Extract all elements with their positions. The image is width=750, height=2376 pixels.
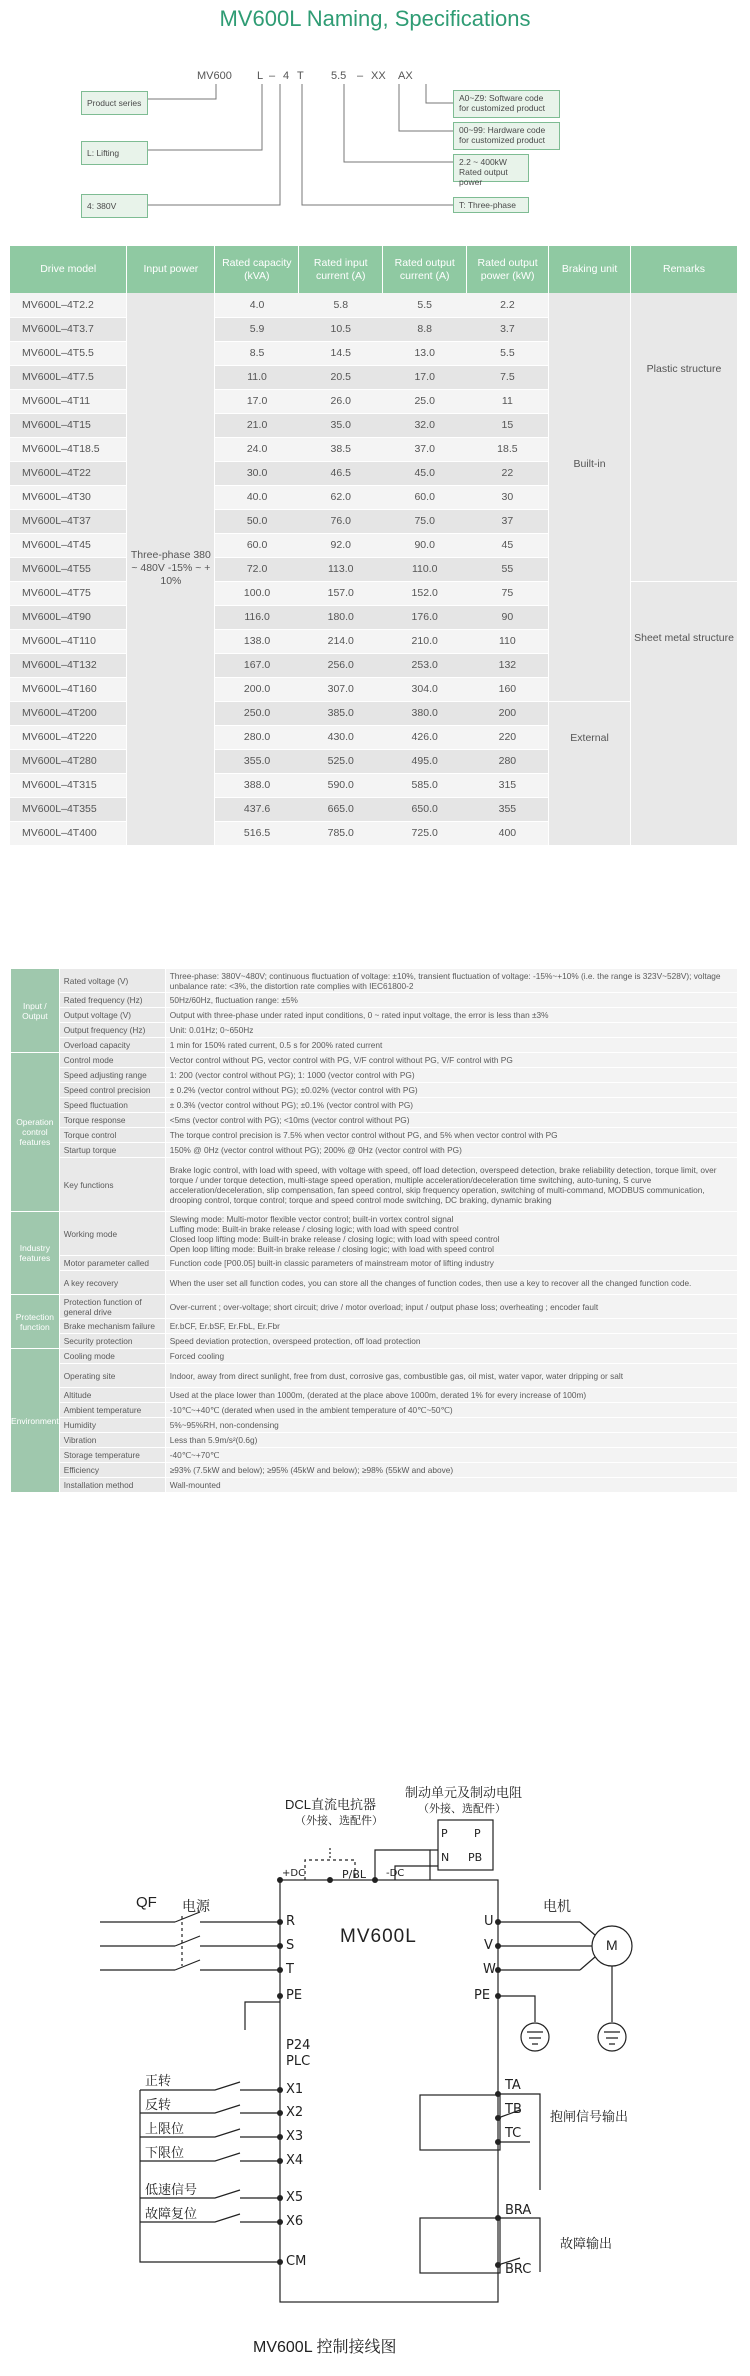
model-value-cell: 210.0 [383,629,467,653]
model-value-cell: 280 [467,749,549,773]
model-value-cell: 11 [467,389,549,413]
model-value-cell: 495.0 [383,749,467,773]
model-name-cell: MV600L–4T3.7 [10,317,127,341]
terminal-bra: BRA [505,2203,532,2218]
model-value-cell: 7.5 [467,365,549,389]
brake-terminal-n: N [441,1851,450,1864]
model-value-cell: 590.0 [299,773,383,797]
model-value-cell: 138.0 [215,629,299,653]
model-value-cell: 110.0 [383,557,467,581]
model-value-cell: 110 [467,629,549,653]
model-name-cell: MV600L–4T110 [10,629,127,653]
header-braking-unit: Braking unit [549,246,631,293]
model-value-cell: 8.5 [215,341,299,365]
terminal-r: R [286,1914,296,1929]
model-value-cell: 220 [467,725,549,749]
brake-terminal-p: P [441,1827,448,1840]
terminal-x4: X4 [286,2153,304,2168]
model-value-cell: 157.0 [299,581,383,605]
model-value-cell: 75 [467,581,549,605]
spec-group-label: Environment [11,1349,60,1493]
model-name-cell: MV600L–4T220 [10,725,127,749]
model-value-cell: 214.0 [299,629,383,653]
model-value-cell: 388.0 [215,773,299,797]
spec-label: Rated voltage (V) [59,969,165,993]
terminal-x1: X1 [286,2082,304,2097]
model-value-cell: 18.5 [467,437,549,461]
naming-code-dash: – [269,70,276,82]
di-label-reverse: 反转 [145,2097,172,2112]
terminal-x5: X5 [286,2190,304,2205]
model-value-cell: 60.0 [383,485,467,509]
spec-value: 1 min for 150% rated current, 0.5 s for 200% rated current [165,1038,737,1053]
relay-label: 抱闸信号输出 [550,2109,629,2124]
model-value-cell: 30.0 [215,461,299,485]
spec-value: ± 0.2% (vector control without PG); ±0.02% (vector control with PG) [165,1083,737,1098]
page-title: MV600L Naming, Specifications [219,6,531,31]
model-value-cell: 100.0 [215,581,299,605]
header-remarks: Remarks [631,246,738,293]
di-label-fault-reset: 故障复位 [145,2206,198,2221]
spec-label: Key functions [59,1158,165,1212]
model-value-cell: 17.0 [215,389,299,413]
model-name-cell: MV600L–4T160 [10,677,127,701]
model-name-cell: MV600L–4T2.2 [10,293,127,317]
terminal-s: S [286,1938,295,1953]
terminal-v: V [484,1938,493,1953]
spec-value: <5ms (vector control with PG); <10ms (vector control without PG) [165,1113,737,1128]
naming-box-software: A0~Z9: Software code for customized product [453,90,560,118]
spec-value: 5%~95%RH, non-condensing [165,1418,737,1433]
brake-sublabel: （外接、选配件） [418,1803,506,1815]
motor-label: 电机 [543,1898,571,1914]
spec-label: Security protection [59,1334,165,1349]
spec-label: Rated frequency (Hz) [59,993,165,1008]
terminal-brc: BRC [505,2262,532,2277]
terminal-tb: TB [505,2102,522,2117]
model-value-cell: 2.2 [467,293,549,317]
spec-value: Slewing mode: Multi-motor flexible vector control; built-in vortex control signal Luffing mode: Built-in brake release / closing logic; with load with speed control Closed loop lifting mode: Built-in brake release / closing logic; with load with speed control Open loop lifting mode: Built-in brake release / closing logic; with load with speed control [165,1212,737,1256]
model-name-cell: MV600L–4T15 [10,413,127,437]
braking-builtin-cell: Built-in [549,293,631,701]
spec-label: Startup torque [59,1143,165,1158]
spec-value: Used at the place lower than 1000m, (derated at the place above 1000m, derated 1% for every increase of 100m) [165,1388,737,1403]
spec-label: Protection function of general drive [59,1295,165,1319]
model-name-cell: MV600L–4T11 [10,389,127,413]
brake-terminal-p2: P [474,1827,481,1840]
model-value-cell: 200 [467,701,549,725]
spec-label: Speed control precision [59,1083,165,1098]
model-value-cell: 132 [467,653,549,677]
spec-label: Speed fluctuation [59,1098,165,1113]
model-value-cell: 180.0 [299,605,383,629]
model-value-cell: 250.0 [215,701,299,725]
model-value-cell: 116.0 [215,605,299,629]
spec-value: Indoor, away from direct sunlight, free from dust, corrosive gas, combustible gas, oil mist, water vapor, water dripping or salt [165,1364,737,1388]
terminal-cm: CM [286,2254,307,2269]
spec-label: Operating site [59,1364,165,1388]
remark-plastic-cell: Plastic structure [631,293,738,581]
model-value-cell: 14.5 [299,341,383,365]
wiring-caption: MV600L 控制接线图 [253,2339,397,2356]
model-value-cell: 253.0 [383,653,467,677]
model-name-cell: MV600L–4T22 [10,461,127,485]
spec-label: Working mode [59,1212,165,1256]
model-name-cell: MV600L–4T18.5 [10,437,127,461]
terminal-x6: X6 [286,2214,304,2229]
spec-value: Function code [P00.05] built-in classic parameters of mainstream motor of lifting industry [165,1256,737,1271]
model-value-cell: 45 [467,533,549,557]
brake-terminal-pb: PB [468,1851,483,1864]
spec-group-label: Protection function [11,1295,60,1349]
model-value-cell: 62.0 [299,485,383,509]
naming-code-dash2: – [357,70,364,82]
model-value-cell: 167.0 [215,653,299,677]
spec-value: 50Hz/60Hz, fluctuation range: ±5% [165,993,737,1008]
model-name-cell: MV600L–4T30 [10,485,127,509]
fault-label: 故障输出 [560,2236,613,2251]
model-value-cell: 5.5 [383,293,467,317]
terminal-w: W [483,1962,496,1977]
model-value-cell: 160 [467,677,549,701]
spec-label: Control mode [59,1053,165,1068]
spec-value: Three-phase: 380V~480V; continuous fluctuation of voltage: ±10%, transient fluctuation of voltage: -15%~+10% (i.e. the range is 323V~528V); voltage unbalance rate: <3%, the distortion rate complies with IEC61800-2 [165,969,737,993]
terminal-p24: P24 [286,2038,311,2053]
spec-label: Overload capacity [59,1038,165,1053]
di-label-upper-limit: 上限位 [145,2121,185,2136]
model-name-cell: MV600L–4T355 [10,797,127,821]
qf-label: QF [136,1894,157,1911]
spec-label: Motor parameter called [59,1256,165,1271]
model-value-cell: 3.7 [467,317,549,341]
model-value-cell: 176.0 [383,605,467,629]
model-value-cell: 525.0 [299,749,383,773]
terminal-plc: PLC [286,2054,311,2069]
model-value-cell: 516.5 [215,821,299,845]
model-value-cell: 10.5 [299,317,383,341]
naming-box-power: 2.2 ~ 400kW Rated output power [453,154,529,182]
terminal-t: T [286,1962,294,1977]
spec-value: When the user set all function codes, you can store all the changes of function codes, then use a key to recover all the changed function code. [165,1271,737,1295]
model-name-cell: MV600L–4T7.5 [10,365,127,389]
model-value-cell: 20.5 [299,365,383,389]
model-value-cell: 200.0 [215,677,299,701]
terminal-dc-minus: -DC [386,1868,405,1879]
model-value-cell: 17.0 [383,365,467,389]
model-name-cell: MV600L–4T280 [10,749,127,773]
spec-value: Output with three-phase under rated input conditions, 0 ~ rated input voltage, the error is less than ±3% [165,1008,737,1023]
model-value-cell: 38.5 [299,437,383,461]
model-value-cell: 380.0 [383,701,467,725]
spec-label: Output frequency (Hz) [59,1023,165,1038]
model-value-cell: 37.0 [383,437,467,461]
naming-box-hardware: 00~99: Hardware code for customized product [453,122,560,150]
model-value-cell: 45.0 [383,461,467,485]
spec-value: Brake logic control, with load with speed, with voltage with speed, off load detection, overspeed detection, brake reliability detection, torque limit, over torque / under torque detection, multi-stage speed operation, multiple acceleration/deceleration time switching, auto-tuning, S curve acceleration/deceleration, slip compensation, fan speed control, skip frequency operation, switching of multi-command, MODBUS communication, drooping control, torque control; torque and speed control mode switching, DC braking, dynamic braking [165,1158,737,1212]
model-value-cell: 15 [467,413,549,437]
braking-external-cell: External [549,701,631,845]
spec-value: Vector control without PG, vector control with PG, V/F control without PG, V/F control with PG [165,1053,737,1068]
terminal-pbl: P/BL [342,1868,367,1881]
model-value-cell: 22 [467,461,549,485]
model-name-cell: MV600L–4T200 [10,701,127,725]
spec-value: Unit: 0.01Hz; 0~650Hz [165,1023,737,1038]
spec-label: Speed adjusting range [59,1068,165,1083]
terminal-x3: X3 [286,2129,304,2144]
naming-box-series: Product series [81,91,148,115]
model-value-cell: 5.5 [467,341,549,365]
spec-label: Storage temperature [59,1448,165,1463]
header-input-power: Input power [127,246,215,293]
model-value-cell: 785.0 [299,821,383,845]
di-label-lower-limit: 下限位 [145,2145,185,2160]
naming-code-software: AX [398,70,413,82]
model-value-cell: 55 [467,557,549,581]
power-label: 电源 [182,1898,210,1914]
model-value-cell: 665.0 [299,797,383,821]
di-label-forward: 正转 [145,2073,172,2088]
model-value-cell: 152.0 [383,581,467,605]
spec-label: Efficiency [59,1463,165,1478]
model-value-cell: 426.0 [383,725,467,749]
model-value-cell: 280.0 [215,725,299,749]
spec-label: Altitude [59,1388,165,1403]
model-value-cell: 90.0 [383,533,467,557]
model-name-cell: MV600L–4T90 [10,605,127,629]
naming-box-lifting: L: Lifting [81,141,148,165]
terminal-x2: X2 [286,2105,304,2120]
spec-value: Speed deviation protection, overspeed protection, off load protection [165,1334,737,1349]
naming-box-voltage: 4: 380V [81,194,148,218]
model-value-cell: 4.0 [215,293,299,317]
model-name-cell: MV600L–4T400 [10,821,127,845]
model-value-cell: 40.0 [215,485,299,509]
terminal-tc: TC [505,2126,522,2141]
motor-symbol: M [606,1937,618,1953]
model-name-cell: MV600L–4T37 [10,509,127,533]
model-value-cell: 72.0 [215,557,299,581]
model-value-cell: 26.0 [299,389,383,413]
model-value-cell: 25.0 [383,389,467,413]
header-rated-output-current: Rated output current (A) [383,246,467,293]
model-value-cell: 30 [467,485,549,509]
header-rated-capacity: Rated capacity (kVA) [215,246,299,293]
model-name-cell: MV600L–4T45 [10,533,127,557]
model-value-cell: 76.0 [299,509,383,533]
spec-value: Forced cooling [165,1349,737,1364]
brake-label: 制动单元及制动电阻 [405,1785,523,1800]
remark-metal-cell: Sheet metal structure [631,581,738,845]
model-value-cell: 60.0 [215,533,299,557]
spec-value: -40℃~+70℃ [165,1448,737,1463]
dcl-sublabel: （外接、选配件） [295,1815,383,1827]
spec-value: 1: 200 (vector control without PG); 1: 1000 (vector control with PG) [165,1068,737,1083]
spec-label: Vibration [59,1433,165,1448]
spec-label: Humidity [59,1418,165,1433]
spec-group-label: Operation control features [11,1053,60,1212]
spec-value: Wall-mounted [165,1478,737,1493]
model-value-cell: 585.0 [383,773,467,797]
model-value-cell: 46.5 [299,461,383,485]
model-value-cell: 11.0 [215,365,299,389]
spec-value: ± 0.3% (vector control without PG); ±0.1% (vector control with PG) [165,1098,737,1113]
model-value-cell: 32.0 [383,413,467,437]
model-value-cell: 5.9 [215,317,299,341]
spec-value: ≥93% (7.5kW and below); ≥95% (45kW and below); ≥98% (55kW and above) [165,1463,737,1478]
terminal-ta: TA [505,2078,521,2093]
model-value-cell: 5.8 [299,293,383,317]
terminal-pe-out: PE [474,1988,491,2003]
model-name-cell: MV600L–4T315 [10,773,127,797]
terminal-u: U [484,1914,494,1929]
spec-group-label: Input / Output [11,969,60,1053]
header-rated-input-current: Rated input current (A) [299,246,383,293]
model-value-cell: 35.0 [299,413,383,437]
spec-label: Installation method [59,1478,165,1493]
model-value-cell: 430.0 [299,725,383,749]
terminal-dc-plus: +DC [282,1868,306,1879]
dcl-label: DCL直流电抗器 [285,1797,377,1812]
spec-value: -10℃~+40℃ (derated when used in the ambient temperature of 40℃~50℃) [165,1403,737,1418]
naming-code-voltage: 4 [283,70,290,82]
model-value-cell: 385.0 [299,701,383,725]
model-value-cell: 75.0 [383,509,467,533]
spec-label: Ambient temperature [59,1403,165,1418]
spec-value: The torque control precision is 7.5% when vector control without PG, and 5% when vector control with PG [165,1128,737,1143]
spec-value: Over-current ; over-voltage; short circuit; drive / motor overload; input / output phase loss; overheating ; encoder fault [165,1295,737,1319]
spec-label: Cooling mode [59,1349,165,1364]
di-label-low-speed: 低速信号 [145,2182,198,2197]
model-value-cell: 90 [467,605,549,629]
model-value-cell: 304.0 [383,677,467,701]
naming-code-hardware: XX [371,70,386,82]
model-value-cell: 21.0 [215,413,299,437]
naming-code-phase: T [297,70,304,82]
input-power-cell: Three-phase 380 ~ 480V -15% ~ + 10% [127,293,215,845]
header-drive-model: Drive model [10,246,127,293]
spec-value: Er.bCF, Er.bSF, Er.FbL, Er.Fbr [165,1319,737,1334]
naming-code-lifting: L [257,70,264,82]
spec-label: Brake mechanism failure [59,1319,165,1334]
model-value-cell: 8.8 [383,317,467,341]
model-value-cell: 24.0 [215,437,299,461]
model-value-cell: 650.0 [383,797,467,821]
model-name-cell: MV600L–4T5.5 [10,341,127,365]
model-value-cell: 307.0 [299,677,383,701]
model-value-cell: 50.0 [215,509,299,533]
model-value-cell: 13.0 [383,341,467,365]
naming-code-power: 5.5 [331,70,347,82]
header-rated-output-power: Rated output power (kW) [467,246,549,293]
model-value-cell: 113.0 [299,557,383,581]
model-value-cell: 92.0 [299,533,383,557]
drive-name: MV600L [340,1926,417,1947]
spec-value: Less than 5.9m/s²(0.6g) [165,1433,737,1448]
model-value-cell: 37 [467,509,549,533]
model-value-cell: 256.0 [299,653,383,677]
spec-label: A key recovery [59,1271,165,1295]
spec-label: Torque response [59,1113,165,1128]
terminal-pe-in: PE [286,1988,303,2003]
model-name-cell: MV600L–4T132 [10,653,127,677]
model-value-cell: 315 [467,773,549,797]
spec-group-label: Industry features [11,1212,60,1295]
model-value-cell: 725.0 [383,821,467,845]
model-value-cell: 355.0 [215,749,299,773]
naming-box-phase: T: Three-phase [453,197,529,213]
model-value-cell: 355 [467,797,549,821]
model-name-cell: MV600L–4T55 [10,557,127,581]
naming-code-series: MV600 [197,70,232,82]
spec-value: 150% @ 0Hz (vector control without PG); 200% @ 0Hz (vector control with PG) [165,1143,737,1158]
model-value-cell: 437.6 [215,797,299,821]
model-value-cell: 400 [467,821,549,845]
model-name-cell: MV600L–4T75 [10,581,127,605]
spec-label: Output voltage (V) [59,1008,165,1023]
spec-label: Torque control [59,1128,165,1143]
